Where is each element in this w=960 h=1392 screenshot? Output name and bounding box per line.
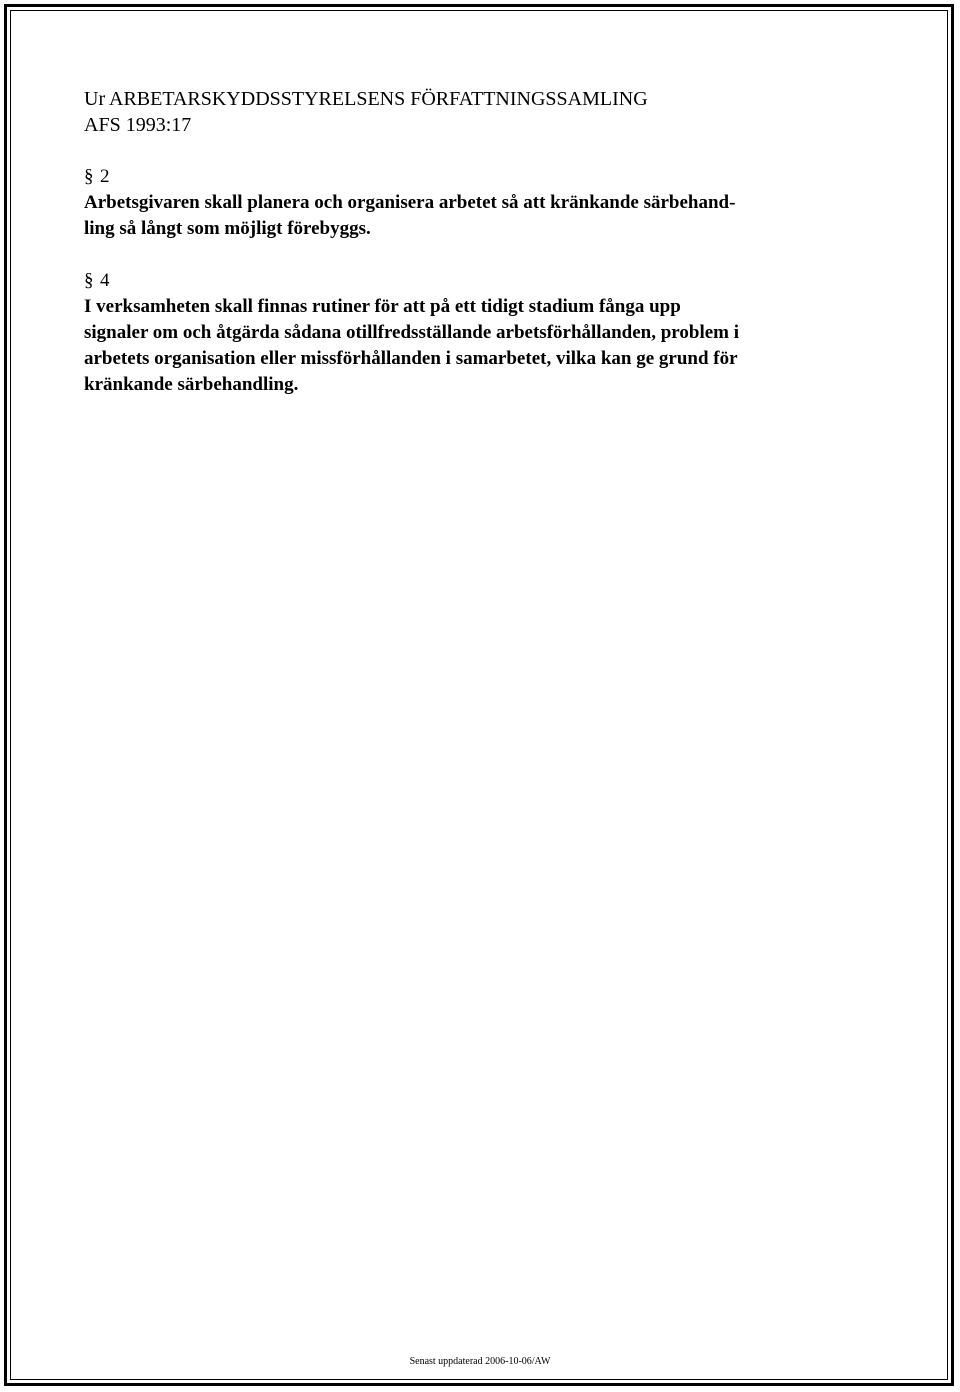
last-updated-footer: Senast uppdaterad 2006-10-06/AW [409,1356,551,1367]
section-2-heading [84,164,884,190]
afs-reference: AFS 1993:17 [84,114,192,136]
section-4-text-line: I verksamheten skall finnas rutiner för att på ett tidigt stadium fånga upp [84,296,681,317]
section-4 [84,268,884,398]
section-2-text-line: ling så långt som möjligt förebyggs. [84,218,371,239]
section-sign-icon: § [84,166,94,187]
section-4-heading [84,268,884,294]
collection-title: Ur ARBETARSKYDDSSTYRELSENS FÖRFATTNINGSSAMLING [84,88,648,110]
section-4-text-line: arbetets organisation eller missförhållanden i samarbetet, vilka kan ge grund för [84,348,738,369]
section-4-text-line: signaler om och åtgärda sådana otillfredsställande arbetsförhållanden, problem i [84,322,740,343]
section-4-text-line: kränkande särbehandling. [84,374,299,395]
section-2 [84,164,884,242]
section-4-number: 4 [100,270,110,291]
document-body [84,86,884,398]
section-2-number: 2 [100,166,110,187]
section-sign-icon: § [84,270,94,291]
section-2-text-line: Arbetsgivaren skall planera och organisera arbetet så att kränkande särbehand- [84,192,736,213]
